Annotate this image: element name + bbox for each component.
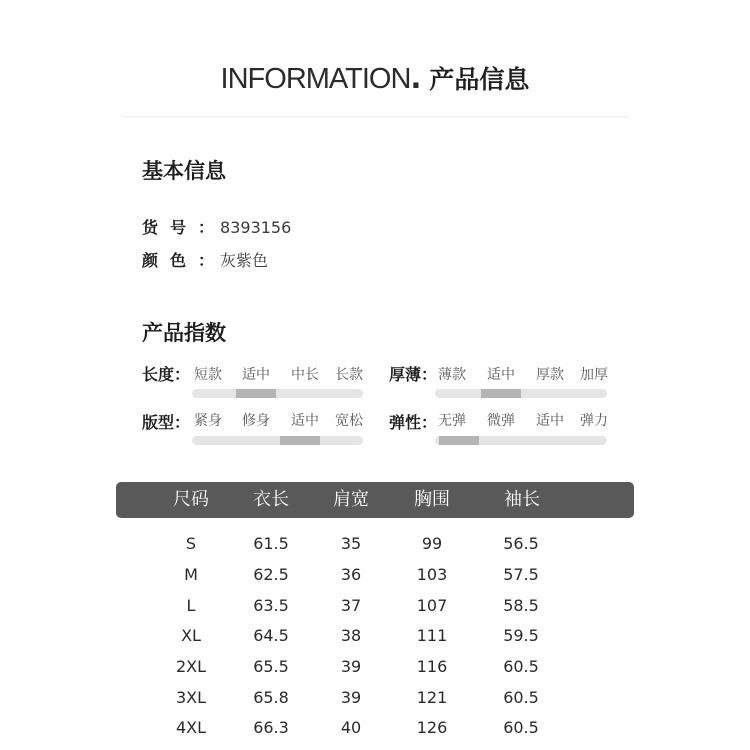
column-header-sleeve: 袖长 bbox=[504, 489, 540, 510]
table-cell: 63.5 bbox=[253, 596, 289, 615]
index-option: 薄款 bbox=[438, 367, 466, 383]
index-option: 短款 bbox=[194, 367, 222, 383]
table-cell: 60.5 bbox=[503, 718, 539, 737]
table-cell: 59.5 bbox=[503, 626, 539, 645]
table-cell: 58.5 bbox=[503, 596, 539, 615]
index-label-thickness: 厚薄： bbox=[389, 365, 438, 384]
index-option: 适中 bbox=[291, 413, 319, 429]
index-option: 适中 bbox=[536, 413, 564, 429]
table-cell: 66.3 bbox=[253, 718, 289, 737]
column-header-size: 尺码 bbox=[173, 489, 209, 510]
basic-info-heading: 基本信息 bbox=[142, 159, 226, 183]
table-cell: 99 bbox=[421, 534, 443, 553]
table-cell: 35 bbox=[340, 534, 362, 553]
table-cell: 38 bbox=[340, 626, 362, 645]
table-row bbox=[0, 533, 750, 555]
index-option: 无弹 bbox=[438, 413, 466, 429]
table-cell: M bbox=[184, 565, 198, 584]
index-label-elasticity: 弹性： bbox=[389, 413, 438, 432]
table-cell: 65.8 bbox=[253, 688, 289, 707]
index-option: 中长 bbox=[291, 367, 319, 383]
index-option: 适中 bbox=[242, 367, 270, 383]
table-row bbox=[0, 687, 750, 709]
table-cell: 56.5 bbox=[503, 534, 539, 553]
index-option: 紧身 bbox=[194, 413, 222, 429]
table-cell: 61.5 bbox=[253, 534, 289, 553]
table-row bbox=[0, 656, 750, 678]
info-colon: ： bbox=[198, 251, 215, 270]
table-cell: 57.5 bbox=[503, 565, 539, 584]
column-header-length: 衣长 bbox=[253, 489, 289, 510]
table-cell: 64.5 bbox=[253, 626, 289, 645]
table-cell: 107 bbox=[416, 596, 448, 615]
table-cell: 3XL bbox=[175, 688, 207, 707]
table-cell: 116 bbox=[416, 657, 448, 676]
info-colon: ： bbox=[198, 218, 215, 237]
table-cell: 37 bbox=[340, 596, 362, 615]
table-row bbox=[0, 625, 750, 647]
table-cell: 60.5 bbox=[503, 657, 539, 676]
table-cell: L bbox=[186, 596, 196, 615]
table-cell: 111 bbox=[416, 626, 448, 645]
table-cell: 2XL bbox=[175, 657, 207, 676]
index-option: 厚款 bbox=[536, 367, 564, 383]
index-option: 微弹 bbox=[487, 413, 515, 429]
table-cell: 40 bbox=[340, 718, 362, 737]
index-option: 长款 bbox=[335, 367, 363, 383]
table-row bbox=[0, 717, 750, 739]
table-cell: 103 bbox=[416, 565, 448, 584]
table-cell: S bbox=[185, 534, 197, 553]
info-value-item-number: 8393156 bbox=[220, 218, 292, 237]
index-option: 适中 bbox=[487, 367, 515, 383]
table-row bbox=[0, 564, 750, 586]
table-cell: 39 bbox=[340, 688, 362, 707]
table-cell: 65.5 bbox=[253, 657, 289, 676]
title-chinese: 产品信息 bbox=[429, 65, 530, 94]
column-header-chest: 胸围 bbox=[414, 489, 450, 510]
table-cell: 36 bbox=[340, 565, 362, 584]
info-key-color: 颜色 bbox=[142, 251, 199, 270]
table-cell: 121 bbox=[416, 688, 448, 707]
index-option: 加厚 bbox=[580, 367, 608, 383]
index-option: 弹力 bbox=[580, 413, 608, 429]
table-cell: 4XL bbox=[175, 718, 207, 737]
title-dot: . bbox=[410, 61, 422, 95]
info-key-item-number: 货号 bbox=[142, 218, 199, 237]
index-label-fit: 版型： bbox=[142, 413, 191, 432]
table-cell: 60.5 bbox=[503, 688, 539, 707]
table-cell: XL bbox=[181, 626, 201, 645]
title-english: INFORMATION bbox=[220, 63, 411, 95]
table-row bbox=[0, 595, 750, 617]
index-label-length: 长度： bbox=[142, 365, 191, 384]
product-index-heading: 产品指数 bbox=[142, 321, 226, 345]
table-cell: 62.5 bbox=[253, 565, 289, 584]
index-option: 宽松 bbox=[335, 413, 363, 429]
table-cell: 126 bbox=[416, 718, 448, 737]
index-option: 修身 bbox=[242, 413, 270, 429]
table-cell: 39 bbox=[340, 657, 362, 676]
info-value-color: 灰紫色 bbox=[220, 251, 269, 270]
column-header-shoulder: 肩宽 bbox=[333, 489, 369, 510]
